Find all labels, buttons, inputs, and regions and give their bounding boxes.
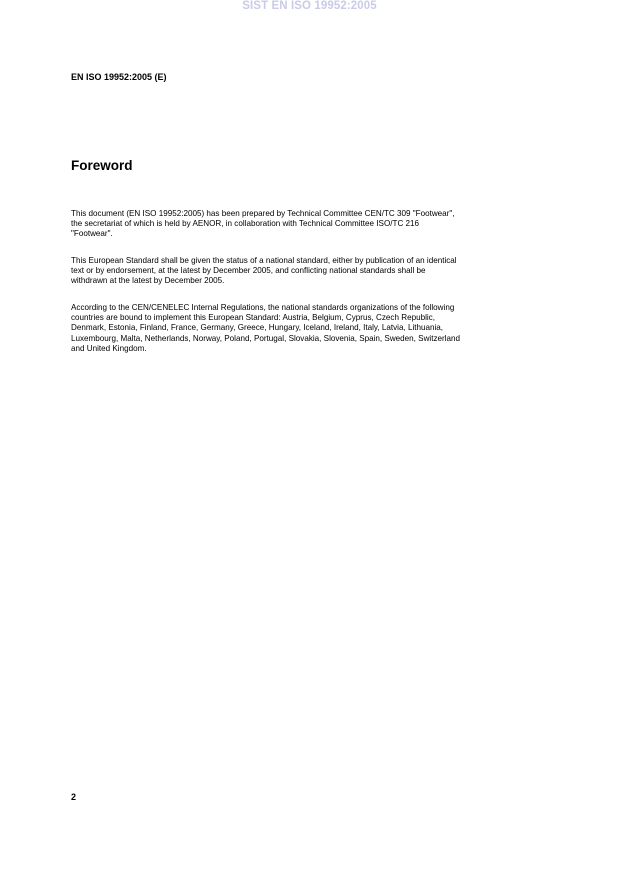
paragraph-status	[71, 256, 571, 287]
paragraph-line: the secretariat of which is held by AENOR, in collaboration with Technical Committee ISO/TC 216	[71, 219, 420, 229]
paragraph-line: This European Standard shall be given the status of a national standard, either by publication of an identical	[71, 256, 457, 265]
paragraph-preparation	[71, 209, 571, 240]
paragraph-line: This document (EN ISO 19952:2005) has been prepared by Technical Committee CEN/TC 309 "Footwear",	[71, 209, 455, 218]
paragraph-line: and United Kingdom.	[71, 343, 147, 353]
paragraph-line: text or by endorsement, at the latest by December 2005, and conflicting national standards shall be	[71, 266, 426, 276]
paragraph-line: withdrawn at the latest by December 2005.	[71, 276, 225, 286]
paragraph-line: countries are bound to implement this European Standard: Austria, Belgium, Cyprus, Czech Republic,	[71, 313, 435, 323]
paragraph-line: Denmark, Estonia, Finland, France, Germany, Greece, Hungary, Iceland, Ireland, Italy, Latvia, Lithuania,	[71, 323, 444, 333]
document-id-header: EN ISO 19952:2005 (E)	[71, 72, 167, 82]
paragraph-line: "Footwear".	[71, 229, 113, 239]
page-number: 2	[71, 792, 77, 802]
paragraph-implementation	[71, 303, 571, 354]
section-title: Foreword	[71, 158, 133, 173]
watermark: SIST EN ISO 19952:2005	[242, 0, 377, 12]
paragraph-line: According to the CEN/CENELEC Internal Regulations, the national standards organizations of the following	[71, 303, 455, 312]
paragraph-line: Luxembourg, Malta, Netherlands, Norway, Poland, Portugal, Slovakia, Slovenia, Spain, Sweden, Switzerland	[71, 333, 461, 343]
